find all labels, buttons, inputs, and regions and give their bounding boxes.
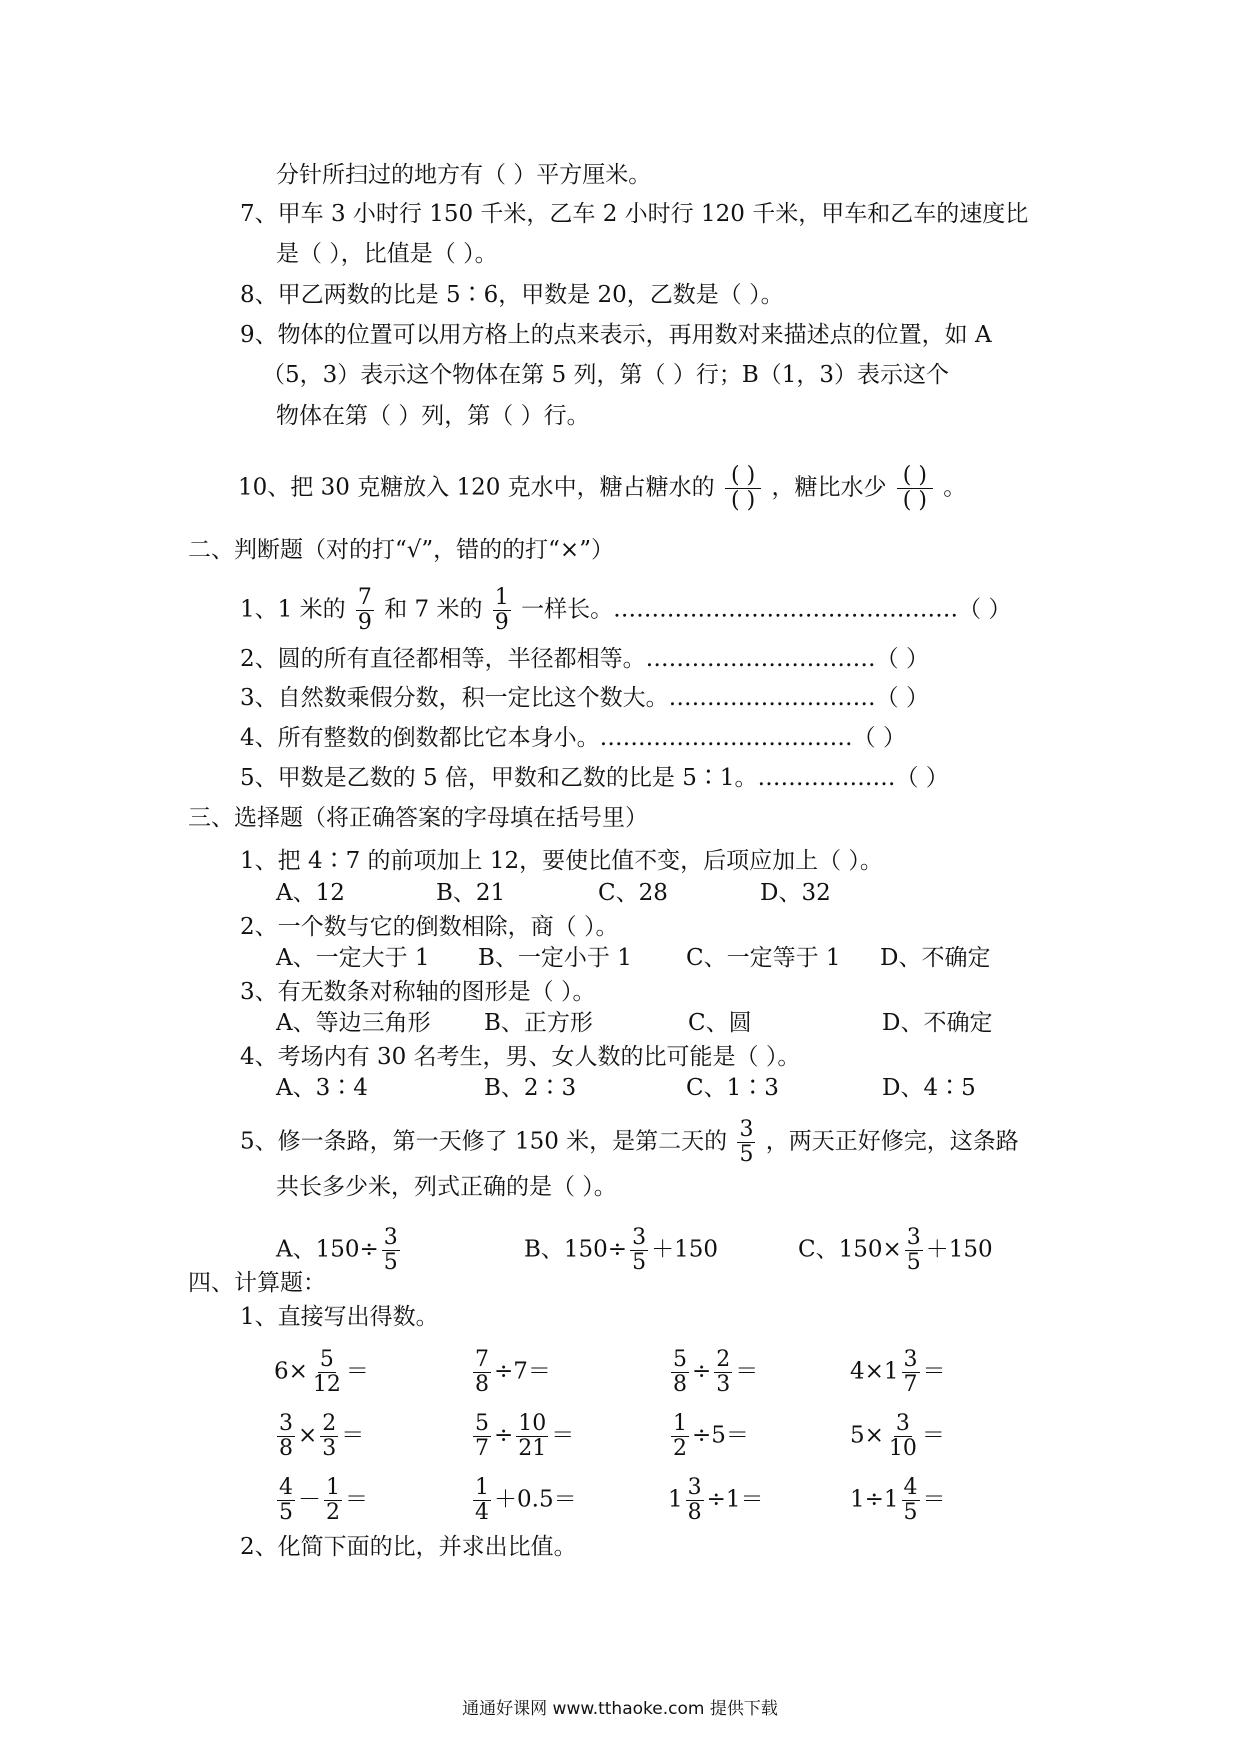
numerator: 3: [903, 1347, 918, 1372]
choice-q1-option-a: A、12: [276, 880, 345, 906]
judge-q1-text-b: 和 7 米的: [384, 596, 483, 623]
judge-q4: 4、所有整数的倒数都比它本身小。……………………………（ ）: [240, 725, 906, 751]
fill-q9-line3: 物体在第（ ）列，第（ ）行。: [276, 403, 590, 429]
operator: ÷: [494, 1422, 514, 1449]
numerator: 3: [906, 1225, 921, 1250]
equals-sign: ＝: [345, 1358, 369, 1385]
choice-q5-option-b: [524, 1226, 718, 1275]
option-label: C、150×: [798, 1236, 902, 1263]
calc-r1-d: [850, 1348, 946, 1397]
denominator: 5: [903, 1500, 918, 1525]
choice-q1: 1、把 4∶7 的前项加上 12，要使比值不变，后项应加上（ ）。: [240, 848, 883, 874]
fraction: [473, 1412, 491, 1461]
option-tail: ＋150: [925, 1236, 993, 1263]
calc-r1-b: [470, 1348, 551, 1397]
denominator: 8: [687, 1500, 702, 1525]
choice-q4-option-d: D、4∶5: [882, 1075, 976, 1101]
fraction: [324, 1476, 342, 1525]
calc-r3-c: [668, 1476, 764, 1525]
choice-q3-option-a: A、等边三角形: [276, 1010, 431, 1036]
expr-text: ÷7: [494, 1358, 528, 1385]
denominator: 2: [326, 1500, 340, 1525]
calc-q1: 1、直接写出得数。: [240, 1304, 439, 1330]
choice-q5-line2: 共长多少米，列式正确的是（ ）。: [276, 1174, 617, 1200]
choice-q5-text-b: ，两天正好修完，这条路: [765, 1128, 1019, 1155]
fraction: [473, 1348, 491, 1397]
judge-q5: 5、甲数是乙数的 5 倍，甲数和乙数的比是 5∶1。………………（ ）: [240, 765, 949, 791]
numerator: 1: [475, 1475, 489, 1500]
fraction: [356, 586, 374, 635]
calc-r3-d: [850, 1476, 946, 1525]
denominator: 7: [475, 1436, 489, 1461]
judge-q1-text-c: 一样长。………………………………………（ ）: [521, 596, 1012, 623]
choice-q3-option-d: D、不确定: [882, 1010, 993, 1036]
equals-sign: ＝: [922, 1358, 946, 1385]
fraction: [382, 1226, 400, 1275]
equals-sign: ＝: [921, 1422, 945, 1449]
fraction: [737, 1118, 755, 1167]
fill-q9-line1: 9、物体的位置可以用方格上的点来表示，再用数对来描述点的位置，如 A: [240, 322, 992, 348]
fill-q6-continued: 分针所扫过的地方有（ ）平方厘米。: [276, 162, 652, 188]
choice-q2-option-b: B、一定小于 1: [478, 945, 632, 971]
numerator: 3: [632, 1225, 647, 1250]
operator: ×: [298, 1422, 318, 1449]
numerator: 4: [279, 1475, 293, 1500]
numerator: 5: [475, 1411, 489, 1436]
calc-r2-c: [668, 1412, 749, 1461]
option-tail: ＋150: [651, 1236, 718, 1263]
equals-sign: ＝: [740, 1486, 764, 1513]
fill-q9-line2: （5，3）表示这个物体在第 5 列，第（ ）行；B（1，3）表示这个: [262, 362, 950, 388]
operator: ÷: [692, 1358, 712, 1385]
equals-sign: ＝: [345, 1486, 368, 1513]
choice-q1-option-c: C、28: [598, 880, 668, 906]
equals-sign: ＝: [725, 1422, 749, 1449]
numerator: 3: [739, 1117, 754, 1142]
choice-q2-option-c: C、一定等于 1: [686, 945, 841, 971]
choice-section-title: 三、选择题（将正确答案的字母填在括号里）: [188, 805, 648, 831]
choice-q4: 4、考场内有 30 名考生，男、女人数的比可能是（ ）。: [240, 1044, 801, 1070]
fill-q10-text-c: 。: [943, 474, 967, 501]
denominator: 4: [475, 1500, 489, 1525]
calc-section-title: 四、计算题：: [188, 1270, 326, 1296]
page-footer: 通通好课网 www.tthaoke.com 提供下载: [462, 1699, 778, 1719]
expr-text: 5×: [850, 1422, 884, 1449]
equals-sign: ＝: [551, 1422, 575, 1449]
fill-q7-line2: 是（ ），比值是（ ）。: [276, 241, 498, 267]
fraction: [714, 1348, 732, 1397]
choice-q3-option-b: B、正方形: [484, 1010, 593, 1036]
fraction: [902, 1348, 920, 1397]
judge-q1-text-a: 1、1 米的: [240, 596, 346, 623]
denominator: 8: [279, 1436, 293, 1461]
fill-q10: [238, 464, 966, 513]
numerator: 10: [518, 1411, 547, 1436]
numerator: 3: [895, 1411, 910, 1436]
expr-text: 6×: [274, 1358, 308, 1385]
numerator: 1: [494, 585, 509, 610]
calc-r3-a: [274, 1476, 368, 1525]
fraction: [516, 1412, 548, 1461]
choice-q4-option-c: C、1∶3: [686, 1075, 779, 1101]
expr-text: 4×1: [850, 1358, 899, 1385]
denominator: 8: [673, 1372, 687, 1397]
choice-q3: 3、有无数条对称轴的图形是（ ）。: [240, 979, 596, 1005]
judge-q2: 2、圆的所有直径都相等，半径都相等。…………………………（ ）: [240, 646, 929, 672]
choice-q5-line1: [240, 1118, 1019, 1167]
choice-q5-text-a: 5、修一条路，第一天修了 150 米，是第二天的: [240, 1128, 728, 1155]
fraction-blank-numerator: ( ): [725, 464, 761, 489]
calc-r2-a: [274, 1412, 364, 1461]
fraction: [630, 1226, 648, 1275]
fraction: [671, 1412, 689, 1461]
judge-q3: 3、自然数乘假分数，积一定比这个数大。………………………（ ）: [240, 685, 929, 711]
denominator: 5: [383, 1250, 398, 1275]
expr-text: ÷5: [692, 1422, 726, 1449]
fraction: [277, 1476, 295, 1525]
numerator: 5: [673, 1347, 687, 1372]
operator: －: [298, 1486, 321, 1513]
numerator: 7: [475, 1347, 489, 1372]
calc-r1-c: [668, 1348, 758, 1397]
fraction: [686, 1476, 704, 1525]
fraction: [902, 1476, 920, 1525]
fill-q8: 8、甲乙两数的比是 5∶6，甲数是 20，乙数是（ ）。: [240, 282, 784, 308]
expr-text: ÷1: [706, 1486, 741, 1513]
numerator: 3: [687, 1475, 702, 1500]
denominator: 9: [494, 610, 509, 635]
denominator: 5: [632, 1250, 647, 1275]
denominator: 2: [673, 1436, 687, 1461]
numerator: 1: [673, 1411, 687, 1436]
fraction: [320, 1412, 338, 1461]
calc-r1-a: [274, 1348, 369, 1397]
judge-section-title: 二、判断题（对的打“√”，错的的打“×”）: [188, 537, 614, 563]
fraction: [493, 586, 511, 635]
fraction-blank-denominator: ( ): [902, 488, 927, 513]
equals-sign: ＝: [527, 1358, 551, 1385]
fraction-blank-denominator: ( ): [731, 488, 756, 513]
denominator: 3: [322, 1436, 337, 1461]
equals-sign: ＝: [735, 1358, 759, 1385]
fill-q10-text-b: ，糖比水少: [771, 474, 887, 501]
equals-sign: ＝: [553, 1486, 577, 1513]
equals-sign: ＝: [922, 1486, 946, 1513]
numerator: 1: [326, 1475, 340, 1500]
fraction: [311, 1348, 343, 1397]
choice-q2: 2、一个数与它的倒数相除，商（ ）。: [240, 914, 619, 940]
denominator: 9: [357, 610, 372, 635]
numerator: 4: [903, 1475, 918, 1500]
denominator: 5: [739, 1142, 754, 1167]
denominator: 5: [906, 1250, 921, 1275]
numerator: 5: [319, 1347, 334, 1372]
numerator: 3: [279, 1411, 293, 1436]
option-label: B、150÷: [524, 1236, 628, 1263]
denominator: 5: [279, 1500, 293, 1525]
choice-q5-option-c: [798, 1226, 993, 1275]
equals-sign: ＝: [341, 1422, 365, 1449]
numerator: 2: [716, 1347, 731, 1372]
expr-text: 1÷1: [850, 1486, 899, 1513]
fraction: [277, 1412, 295, 1461]
choice-q3-option-c: C、圆: [688, 1010, 752, 1036]
expr-text: ＋0.5: [494, 1486, 554, 1513]
choice-q4-option-b: B、2∶3: [484, 1075, 577, 1101]
fraction: [905, 1226, 923, 1275]
expr-text: 1: [668, 1486, 683, 1513]
calc-r2-b: [470, 1412, 574, 1461]
choice-q2-option-a: A、一定大于 1: [276, 945, 430, 971]
fill-q10-text-a: 10、把 30 克糖放入 120 克水中，糖占糖水的: [238, 474, 715, 501]
numerator: 3: [383, 1225, 398, 1250]
option-label: A、150÷: [276, 1236, 379, 1263]
denominator: 10: [888, 1436, 917, 1461]
fraction: [671, 1348, 689, 1397]
denominator: 7: [903, 1372, 918, 1397]
denominator: 3: [716, 1372, 731, 1397]
choice-q1-option-d: D、32: [760, 880, 831, 906]
choice-q1-option-b: B、21: [436, 880, 506, 906]
denominator: 8: [475, 1372, 489, 1397]
judge-q1: [240, 586, 1011, 635]
fraction-blank-numerator: ( ): [897, 464, 933, 489]
numerator: 7: [357, 585, 372, 610]
choice-q2-option-d: D、不确定: [880, 945, 991, 971]
calc-q2: 2、化简下面的比，并求出比值。: [240, 1534, 577, 1560]
fill-q10-fraction-2: [897, 464, 933, 513]
choice-q4-option-a: A、3∶4: [276, 1075, 368, 1101]
fraction: [887, 1412, 919, 1461]
fraction: [473, 1476, 491, 1525]
calc-r3-b: [470, 1476, 577, 1525]
calc-r2-d: [850, 1412, 945, 1461]
fill-q7-line1: 7、甲车 3 小时行 150 千米，乙车 2 小时行 120 千米，甲车和乙车的速度比: [240, 201, 1029, 227]
denominator: 21: [518, 1436, 547, 1461]
denominator: 12: [312, 1372, 341, 1397]
fill-q10-fraction-1: [725, 464, 761, 513]
numerator: 2: [322, 1411, 337, 1436]
